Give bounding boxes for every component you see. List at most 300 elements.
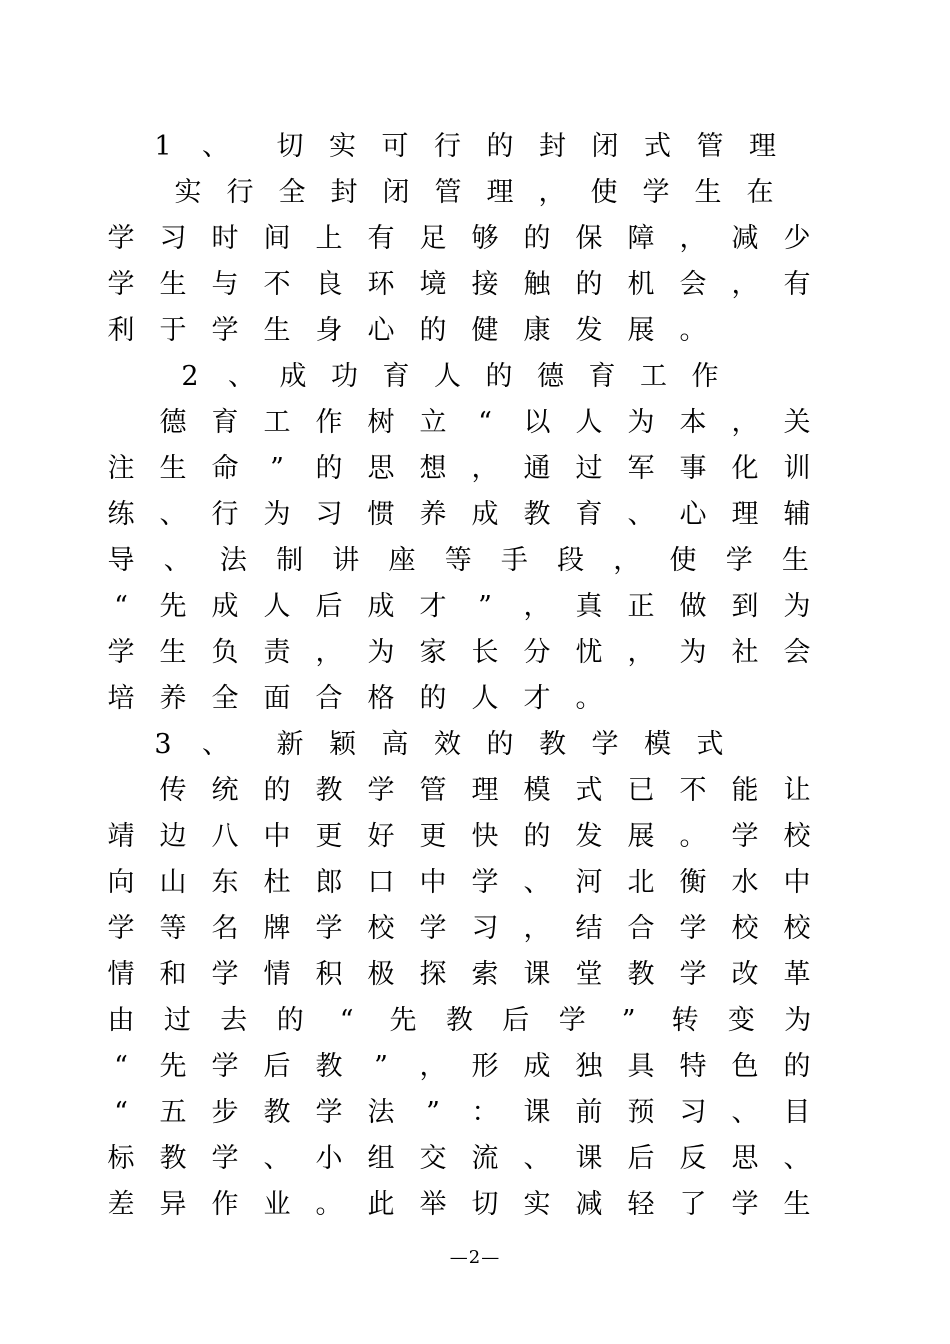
text-line [0,676,950,722]
text-char: 变 [727,1005,755,1036]
text-char: 切 [471,1189,499,1220]
text-char: 人 [434,361,461,392]
text-char: 闭 [382,177,410,208]
text-line [0,262,950,308]
text-char: 学 [315,1097,343,1128]
text-char: 、 [163,545,191,576]
text-char: 能 [731,775,759,806]
text-char: 闭 [591,131,619,162]
text-char: 教 [315,775,343,806]
text-char: 育 [575,499,603,530]
text-char: 触 [523,269,551,300]
text-char: 已 [627,775,655,806]
text-char: 举 [419,1189,447,1220]
text-char: 学 [367,775,395,806]
text-line [0,308,950,354]
text-char: 前 [575,1097,603,1128]
text-char: 为 [263,499,291,530]
text-char: 工 [640,361,667,392]
text-char: 学 [107,269,135,300]
text-char: ， [538,177,566,208]
text-char: 展 [627,821,655,852]
text-char: 靖 [107,821,135,852]
text-char: 会 [679,269,707,300]
text-char: 学 [725,545,753,576]
text-char: 新 [276,729,304,760]
text-char: 立 [419,407,447,438]
text-char: 发 [575,315,603,346]
text-char: 生 [159,453,187,484]
text-char: 训 [783,453,811,484]
text-char: 学 [558,1005,586,1036]
text-char: 有 [367,223,395,254]
text-char: 环 [367,269,395,300]
text-char: 形 [471,1051,499,1082]
text-char: 分 [523,637,551,668]
text-char: 结 [575,913,603,944]
text-char: 管 [419,775,447,806]
text-line [0,492,950,538]
text-char: 养 [419,499,447,530]
text-char: 法 [219,545,247,576]
text-char: 。 [679,821,707,852]
text-char: 牌 [263,913,291,944]
text-char: 反 [679,1143,707,1174]
text-char: 的 [485,361,513,392]
text-char: 展 [627,315,655,346]
text-char: 接 [471,269,499,300]
text-char: 人 [575,407,603,438]
text-char: 成 [471,499,499,530]
text-char: 时 [211,223,239,254]
text-char: 理 [471,775,499,806]
text-char: 情 [107,959,135,990]
text-char: 本 [679,407,707,438]
text-char: 学 [107,223,135,254]
text-char: 流 [471,1143,499,1174]
text-char: 有 [783,269,811,300]
text-char: ， [627,637,655,668]
text-line [0,722,950,768]
text-char: 忧 [575,637,603,668]
text-char: 和 [159,959,187,990]
text-char: 上 [315,223,343,254]
text-char: 长 [471,637,499,668]
text-char: 革 [783,959,811,990]
text-char: 培 [107,683,135,714]
text-char: 索 [471,959,499,990]
text-char: 学 [731,1189,759,1220]
text-char: 育 [382,361,410,392]
text-char: 学 [419,913,447,944]
text-char: 堂 [575,959,603,990]
text-char: 成 [279,361,307,392]
text-char: 。 [575,683,603,714]
text-char: 德 [159,407,187,438]
text-char: 在 [746,177,774,208]
text-char: 学 [471,867,499,898]
text-char: 为 [679,637,707,668]
text-char: “ [114,591,128,622]
text-char: 成 [367,591,395,622]
text-char: 后 [263,1051,291,1082]
text-char: 改 [731,959,759,990]
text-char: 预 [627,1097,655,1128]
text-char: 转 [671,1005,699,1036]
text-char: 够 [471,223,499,254]
text-char: 事 [679,453,707,484]
text-line [0,538,950,584]
text-line [0,446,950,492]
text-char: 理 [749,131,776,162]
text-char: 习 [679,1097,707,1128]
text-char: 水 [731,867,759,898]
text-char: 成 [211,591,239,622]
text-char: 封 [330,177,358,208]
text-char: 功 [331,361,358,392]
text-char: 命 [211,453,239,484]
text-char: 社 [731,637,759,668]
text-line [0,952,950,998]
text-char: 积 [315,959,343,990]
text-char: 标 [107,1143,135,1174]
text-char: 组 [367,1143,395,1174]
text-char: 、 [627,499,655,530]
text-line [0,630,950,676]
text-char: 、 [523,867,551,898]
text-char: 利 [107,315,135,346]
text-line [0,768,950,814]
text-char: 学 [642,177,670,208]
text-char: 习 [159,223,187,254]
page-number: —2— [449,1247,501,1268]
text-char: 式 [575,775,603,806]
text-char: 教 [539,729,566,760]
text-char: 负 [211,637,239,668]
text-char: 使 [669,545,697,576]
text-char: ， [471,453,499,484]
text-char: 德 [537,361,564,392]
text-char: 校 [731,913,759,944]
text-char: 的 [523,821,551,852]
text-char: 去 [220,1005,248,1036]
text-char: 学 [211,1143,239,1174]
text-char: 的 [783,1051,811,1082]
text-char: 发 [575,821,603,852]
text-line [0,216,950,262]
text-line [0,584,950,630]
text-char: 名 [211,913,239,944]
text-char: 探 [419,959,447,990]
text-char: 、 [228,361,255,392]
text-char: 交 [419,1143,447,1174]
text-char: ， [315,637,343,668]
text-char: 全 [278,177,306,208]
text-char: 学 [591,729,619,760]
text-char: 管 [434,177,462,208]
text-char: 军 [627,453,655,484]
text-char: 讲 [332,545,360,576]
text-char: 为 [627,407,655,438]
text-char: 间 [263,223,291,254]
text-char: 学 [107,913,135,944]
text-char: 、 [159,499,187,530]
text-line [0,1136,950,1182]
text-char: 八 [211,821,239,852]
text-char: 管 [696,131,724,162]
text-char: 育 [211,407,239,438]
text-char: 校 [367,913,395,944]
text-char: 学 [315,913,343,944]
text-char: 不 [263,269,291,300]
text-char: 快 [471,821,499,852]
text-char: 更 [315,821,343,852]
text-char: 1 [154,131,172,162]
text-char: 中 [419,867,447,898]
text-line [0,1090,950,1136]
text-char: 为 [783,591,811,622]
text-char: 此 [367,1189,395,1220]
text-char: 情 [263,959,291,990]
text-char: 才 [419,591,447,622]
text-char: 高 [381,729,409,760]
text-char: 作 [315,407,343,438]
text-char: 化 [731,453,759,484]
text-char: “ [339,1005,354,1036]
text-char: 习 [315,499,343,530]
text-char: 的 [419,683,447,714]
text-char: 后 [627,1143,655,1174]
text-char: 做 [679,591,707,622]
text-char: 向 [107,867,135,898]
text-char: 的 [575,269,603,300]
text-line [0,124,950,170]
text-char: “ [114,1051,128,1082]
text-char: 。 [315,1189,343,1220]
text-char: 河 [575,867,603,898]
text-char: 障 [627,223,655,254]
text-char: 过 [163,1005,191,1036]
text-char: 习 [471,913,499,944]
text-char: 注 [107,453,135,484]
text-char: 行 [211,499,239,530]
text-char: 学 [211,1051,239,1082]
text-char: 极 [367,959,395,990]
text-char: ” [426,1097,440,1128]
text-char: 制 [276,545,304,576]
text-char: 生 [159,269,187,300]
text-char: ， [731,407,759,438]
text-char: 统 [211,775,239,806]
text-char: 真 [575,591,603,622]
text-char: 才 [523,683,551,714]
text-char: 课 [523,959,551,990]
text-line [0,170,950,216]
text-char: ： [471,1097,499,1128]
text-char: 中 [263,821,291,852]
text-char: 山 [159,867,187,898]
text-char: 与 [211,269,239,300]
text-char: 为 [784,1005,812,1036]
text-char: 生 [263,315,291,346]
text-line [0,814,950,860]
text-char: 人 [471,683,499,714]
text-char: 中 [783,867,811,898]
text-char: 想 [419,453,447,484]
text-char: 后 [502,1005,530,1036]
text-char: 成 [523,1051,551,1082]
text-char: 模 [644,729,671,760]
text-char: 作 [211,1189,239,1220]
text-char: 过 [575,453,603,484]
text-char: 教 [263,1097,291,1128]
text-char: 、 [202,729,229,760]
text-char: ” [270,453,284,484]
text-char: 北 [627,867,655,898]
text-line [0,400,950,446]
text-char: 等 [444,545,472,576]
text-char: 先 [159,591,187,622]
text-char: 校 [783,913,811,944]
text-char: 面 [263,683,291,714]
text-char: 。 [679,315,707,346]
text-char: 特 [679,1051,707,1082]
text-char: 身 [315,315,343,346]
text-char: 行 [434,131,461,162]
text-char: 、 [523,1143,551,1174]
text-char: 学 [211,315,239,346]
text-char: 学 [679,959,707,990]
text-line [0,860,950,906]
text-char: 校 [783,821,811,852]
text-char: 会 [783,637,811,668]
text-char: 效 [434,729,461,760]
text-char: 差 [107,1189,135,1220]
text-char: 的 [315,453,343,484]
text-char: 心 [367,315,395,346]
text-char: 导 [107,545,135,576]
text-char: 生 [159,637,187,668]
text-char: 实 [174,177,202,208]
text-char: 步 [211,1097,239,1128]
text-char: 课 [523,1097,551,1128]
text-char: ， [679,223,707,254]
text-char: ， [731,269,759,300]
text-char: 的 [523,223,551,254]
text-char: 关 [783,407,811,438]
text-char: 衡 [679,867,707,898]
text-char: 正 [627,591,655,622]
text-char: 不 [679,775,707,806]
text-char: 良 [315,269,343,300]
text-char: 切 [276,131,304,162]
text-char: 责 [263,637,291,668]
text-char: 后 [315,591,343,622]
text-char: 颖 [329,729,356,760]
text-char: 封 [539,131,566,162]
text-char: 生 [783,1189,811,1220]
text-char: 到 [731,591,759,622]
text-char: 更 [419,821,447,852]
text-char: 减 [575,1189,603,1220]
text-char: 式 [696,729,724,760]
text-char: 目 [783,1097,811,1128]
text-char: 传 [159,775,187,806]
text-char: 业 [263,1189,291,1220]
text-char: 练 [107,499,135,530]
text-line [0,1182,950,1228]
text-char: 口 [367,867,395,898]
text-char: 教 [627,959,655,990]
text-char: 3 [154,729,172,760]
text-line [0,1044,950,1090]
text-char: 育 [588,361,616,392]
text-char: 康 [523,315,551,346]
text-char: 全 [211,683,239,714]
text-char: 使 [590,177,618,208]
text-char: 学 [107,637,135,668]
text-char: 工 [263,407,291,438]
text-char: ， [613,545,641,576]
text-char: 通 [523,453,551,484]
text-char: 学 [679,913,707,944]
text-char: 行 [226,177,254,208]
text-char: 法 [367,1097,395,1128]
text-char: 先 [159,1051,187,1082]
text-char: 色 [731,1051,759,1082]
text-char: 教 [523,499,551,530]
text-char: 机 [627,269,655,300]
text-char: 人 [263,591,291,622]
text-char: 手 [500,545,528,576]
text-char: 健 [471,315,499,346]
text-char: 先 [389,1005,417,1036]
text-char: 理 [731,499,759,530]
text-char: 可 [381,131,409,162]
text-char: 的 [276,1005,304,1036]
text-char: ， [523,591,551,622]
text-char: 以 [523,407,551,438]
text-char: 让 [783,775,811,806]
text-char: 由 [107,1005,135,1036]
text-char: 小 [315,1143,343,1174]
text-char: 、 [263,1143,291,1174]
text-char: 的 [486,131,514,162]
text-char: ， [523,913,551,944]
text-char: 、 [202,131,229,162]
text-char: 的 [486,729,514,760]
text-char: 少 [783,223,811,254]
text-char: 作 [691,361,719,392]
text-char: 心 [679,499,707,530]
text-char: 生 [781,545,809,576]
text-char: 、 [731,1097,759,1128]
text-char: 实 [523,1189,551,1220]
text-char: 养 [159,683,187,714]
text-char: 的 [263,775,291,806]
text-char: 教 [159,1143,187,1174]
text-char: 树 [367,407,395,438]
text-char: 五 [159,1097,187,1128]
text-char: 座 [388,545,416,576]
text-char: 思 [367,453,395,484]
text-char: 异 [159,1189,187,1220]
text-line [0,998,950,1044]
text-char: ” [478,591,492,622]
text-char: 具 [627,1051,655,1082]
text-char: 学 [731,821,759,852]
text-char: 教 [315,1051,343,1082]
